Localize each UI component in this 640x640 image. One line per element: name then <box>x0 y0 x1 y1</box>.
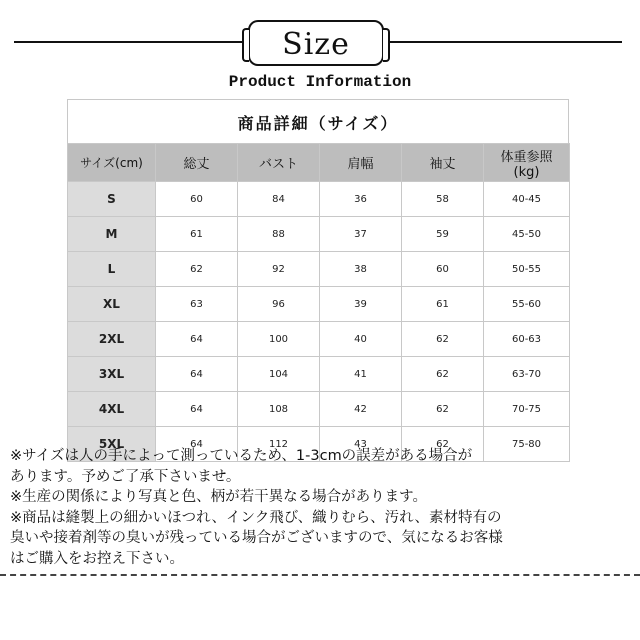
value-cell: 100 <box>238 322 320 357</box>
column-header: バスト <box>238 144 320 182</box>
value-cell: 38 <box>320 252 402 287</box>
page-subtitle: Product Information <box>228 73 412 91</box>
value-cell: 88 <box>238 217 320 252</box>
page-title: Size <box>282 27 350 62</box>
value-cell: 112 <box>238 427 320 462</box>
column-header: 袖丈 <box>402 144 484 182</box>
value-cell: 63-70 <box>484 357 570 392</box>
value-cell: 60-63 <box>484 322 570 357</box>
value-cell: 64 <box>156 392 238 427</box>
size-cell: 2XL <box>68 322 156 357</box>
value-cell: 41 <box>320 357 402 392</box>
value-cell: 61 <box>156 217 238 252</box>
column-header: 肩幅 <box>320 144 402 182</box>
table-row <box>68 322 570 357</box>
value-cell: 40-45 <box>484 182 570 217</box>
size-table <box>67 143 570 462</box>
title-divider-right <box>386 41 622 43</box>
note-line: ※サイズは人の手によって測っているため、1-3cmの誤差がある場合が <box>10 448 473 464</box>
value-cell: 84 <box>238 182 320 217</box>
value-cell: 62 <box>402 392 484 427</box>
value-cell: 60 <box>402 252 484 287</box>
value-cell: 96 <box>238 287 320 322</box>
size-cell: S <box>68 182 156 217</box>
title-badge <box>248 20 384 66</box>
value-cell: 37 <box>320 217 402 252</box>
value-cell: 60 <box>156 182 238 217</box>
value-cell: 62 <box>402 322 484 357</box>
value-cell: 63 <box>156 287 238 322</box>
column-header: 総丈 <box>156 144 238 182</box>
size-cell: 5XL <box>68 427 156 462</box>
value-cell: 92 <box>238 252 320 287</box>
value-cell: 36 <box>320 182 402 217</box>
value-cell: 75-80 <box>484 427 570 462</box>
size-cell: M <box>68 217 156 252</box>
note-line: ※生産の関係により写真と色、柄が若干異なる場合があります。 <box>10 489 427 505</box>
table-row <box>68 357 570 392</box>
table-row <box>68 392 570 427</box>
value-cell: 108 <box>238 392 320 427</box>
value-cell: 70-75 <box>484 392 570 427</box>
note-line: 臭いや接着剤等の臭いが残っている場合がございますので、気になるお客様 <box>10 530 503 546</box>
table-row <box>68 217 570 252</box>
size-cell: 4XL <box>68 392 156 427</box>
value-cell: 62 <box>156 252 238 287</box>
value-cell: 62 <box>402 357 484 392</box>
value-cell: 55-60 <box>484 287 570 322</box>
size-cell: XL <box>68 287 156 322</box>
notes-block <box>10 446 636 569</box>
size-cell: 3XL <box>68 357 156 392</box>
table-heading: 商品詳細（サイズ） <box>67 99 569 144</box>
value-cell: 50-55 <box>484 252 570 287</box>
column-header: サイズ(cm) <box>68 144 156 182</box>
value-cell: 64 <box>156 322 238 357</box>
value-cell: 61 <box>402 287 484 322</box>
table-row <box>68 287 570 322</box>
column-header: 体重参照 (kg) <box>484 144 570 182</box>
note-line: ※商品は縫製上の細かいほつれ、インク飛び、織りむら、汚れ、素材特有の <box>10 509 502 526</box>
value-cell: 42 <box>320 392 402 427</box>
value-cell: 43 <box>320 427 402 462</box>
value-cell: 45-50 <box>484 217 570 252</box>
value-cell: 59 <box>402 217 484 252</box>
table-row <box>68 182 570 217</box>
value-cell: 104 <box>238 357 320 392</box>
note-line: あります。予めご了承下さいませ。 <box>10 468 241 485</box>
table-header-row <box>68 144 570 182</box>
value-cell: 39 <box>320 287 402 322</box>
size-cell: L <box>68 252 156 287</box>
value-cell: 64 <box>156 357 238 392</box>
table-body <box>68 182 570 462</box>
value-cell: 40 <box>320 322 402 357</box>
value-cell: 62 <box>402 427 484 462</box>
table-row <box>68 252 570 287</box>
note-line: はご購入をお控え下さい。 <box>10 550 184 567</box>
value-cell: 64 <box>156 427 238 462</box>
value-cell: 58 <box>402 182 484 217</box>
dashed-divider <box>0 574 640 576</box>
title-divider-left <box>14 41 246 43</box>
